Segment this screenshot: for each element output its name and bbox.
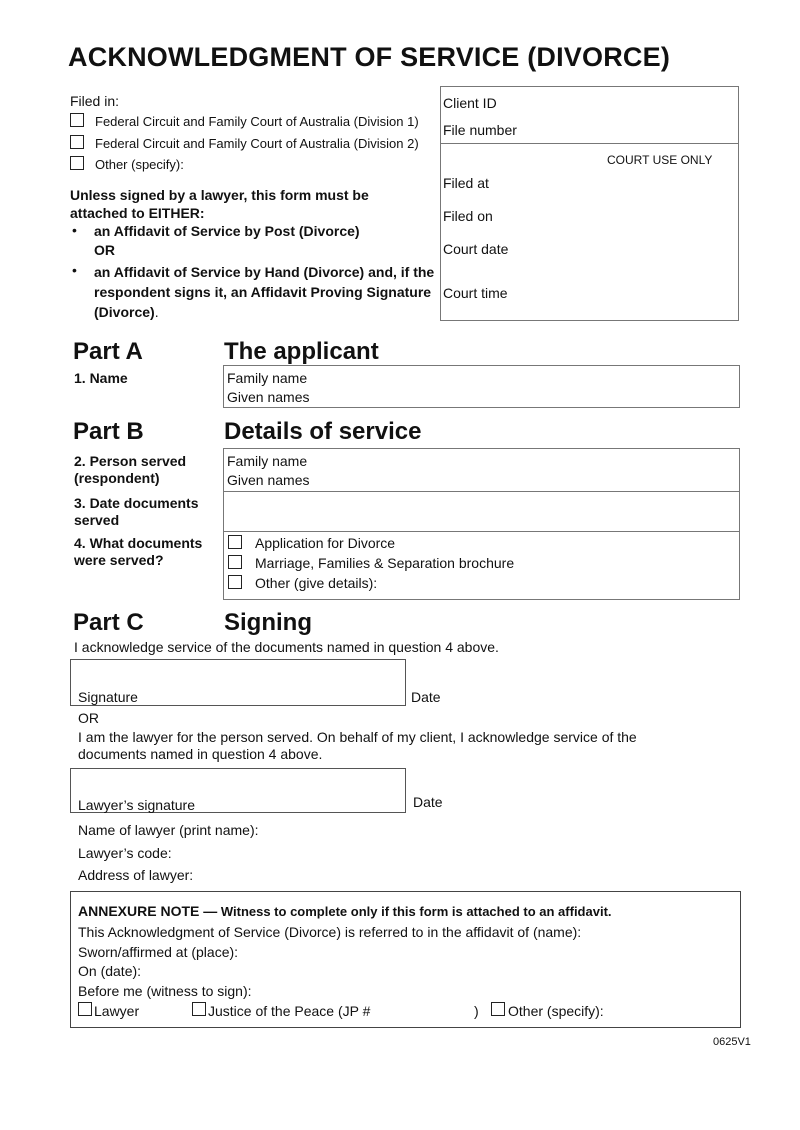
checkbox-application-divorce[interactable] (228, 535, 242, 549)
part-b-label: Part B (73, 418, 144, 445)
part-a-label: Part A (73, 338, 143, 365)
lawyer-code-label: Lawyer’s code: (78, 845, 172, 861)
checkbox-witness-jp[interactable] (192, 1002, 206, 1016)
annexure-line-2: Sworn/affirmed at (place): (78, 944, 239, 960)
row-divider-2 (223, 531, 740, 532)
option-other-court: Other (specify): (95, 157, 184, 172)
signature-label: Signature (78, 689, 138, 705)
applicant-family-name-label: Family name (227, 370, 308, 386)
witness-jp-close: ) (474, 1003, 479, 1019)
court-use-only-label: COURT USE ONLY (607, 153, 713, 167)
question-1-label: 1. Name (74, 370, 128, 386)
file-number-label: File number (443, 122, 517, 138)
checkbox-witness-lawyer[interactable] (78, 1002, 92, 1016)
part-b-heading: Details of service (224, 418, 422, 445)
or-label: OR (78, 710, 99, 726)
option-division-1: Federal Circuit and Family Court of Australia (Division 1) (95, 114, 419, 129)
checkbox-other-court[interactable] (70, 156, 84, 170)
applicant-given-names-label: Given names (227, 389, 310, 405)
annexure-heading-rest: Witness to complete only if this form is attached to an affidavit. (217, 904, 612, 919)
filed-in-label: Filed in: (70, 93, 120, 109)
acknowledge-text: I acknowledge service of the documents named in question 4 above. (74, 639, 499, 655)
witness-jp-label: Justice of the Peace (JP # (208, 1003, 371, 1019)
respondent-given-names-label[interactable]: Given names (227, 472, 310, 488)
question-2-label: 2. Person served (respondent) (74, 453, 187, 486)
filed-at-label: Filed at (443, 175, 489, 191)
doc-other: Other (give details): (255, 575, 378, 591)
form-code: 0625V1 (713, 1036, 751, 1048)
respondent-family-name-label[interactable]: Family name (227, 453, 308, 469)
signature-date-label: Date (411, 689, 441, 705)
checkbox-witness-other[interactable] (491, 1002, 505, 1016)
witness-lawyer-label: Lawyer (94, 1003, 140, 1019)
court-box-divider (440, 143, 739, 144)
part-a-heading: The applicant (224, 338, 379, 365)
date-served-field[interactable] (224, 492, 739, 530)
instruction-bullet-2-end: . (154, 304, 159, 320)
bullet-2: • (72, 262, 77, 278)
annexure-heading (78, 903, 612, 919)
instruction-bullet-2-text: an Affidavit of Service by Hand (Divorce) and, if the respondent signs it, an Affidavit Proving Signature (Divorce) (94, 264, 435, 320)
filed-on-label: Filed on (443, 208, 493, 224)
checkbox-division-2[interactable] (70, 135, 84, 149)
bullet-1: • (72, 222, 77, 238)
instructions-intro: Unless signed by a lawyer, this form must be attached to EITHER: (70, 187, 369, 221)
option-division-2: Federal Circuit and Family Court of Australia (Division 2) (95, 136, 419, 151)
witness-other-label: Other (specify): (508, 1003, 604, 1019)
lawyer-signature-label: Lawyer’s signature (78, 797, 195, 813)
lawyer-address-label: Address of lawyer: (78, 867, 194, 883)
instruction-bullet-1: an Affidavit of Service by Post (Divorce) (94, 223, 360, 239)
checkbox-division-1[interactable] (70, 113, 84, 127)
checkbox-brochure[interactable] (228, 555, 242, 569)
lawyer-date-label: Date (413, 794, 443, 810)
instruction-or: OR (94, 242, 115, 258)
question-3-label: 3. Date documents served (74, 495, 199, 528)
doc-brochure: Marriage, Families & Separation brochure (255, 555, 515, 571)
annexure-line-4: Before me (witness to sign): (78, 983, 252, 999)
doc-application-divorce: Application for Divorce (255, 535, 396, 551)
court-time-label: Court time (443, 285, 508, 301)
court-date-label: Court date (443, 241, 509, 257)
part-c-label: Part C (73, 609, 144, 636)
lawyer-name-label: Name of lawyer (print name): (78, 822, 259, 838)
part-c-heading: Signing (224, 609, 312, 636)
annexure-heading-main: ANNEXURE NOTE — (78, 903, 218, 919)
annexure-line-1: This Acknowledgment of Service (Divorce) is referred to in the affidavit of (name): (78, 924, 582, 940)
annexure-line-3: On (date): (78, 963, 142, 979)
checkbox-other-docs[interactable] (228, 575, 242, 589)
question-4-label: 4. What documents were served? (74, 535, 203, 568)
client-id-label: Client ID (443, 95, 497, 111)
page-title: ACKNOWLEDGMENT OF SERVICE (DIVORCE) (68, 42, 671, 72)
instruction-bullet-2 (94, 262, 439, 322)
lawyer-acknowledge-text: I am the lawyer for the person served. On behalf of my client, I acknowledge service of the documents named in question 4 above. (78, 729, 637, 762)
